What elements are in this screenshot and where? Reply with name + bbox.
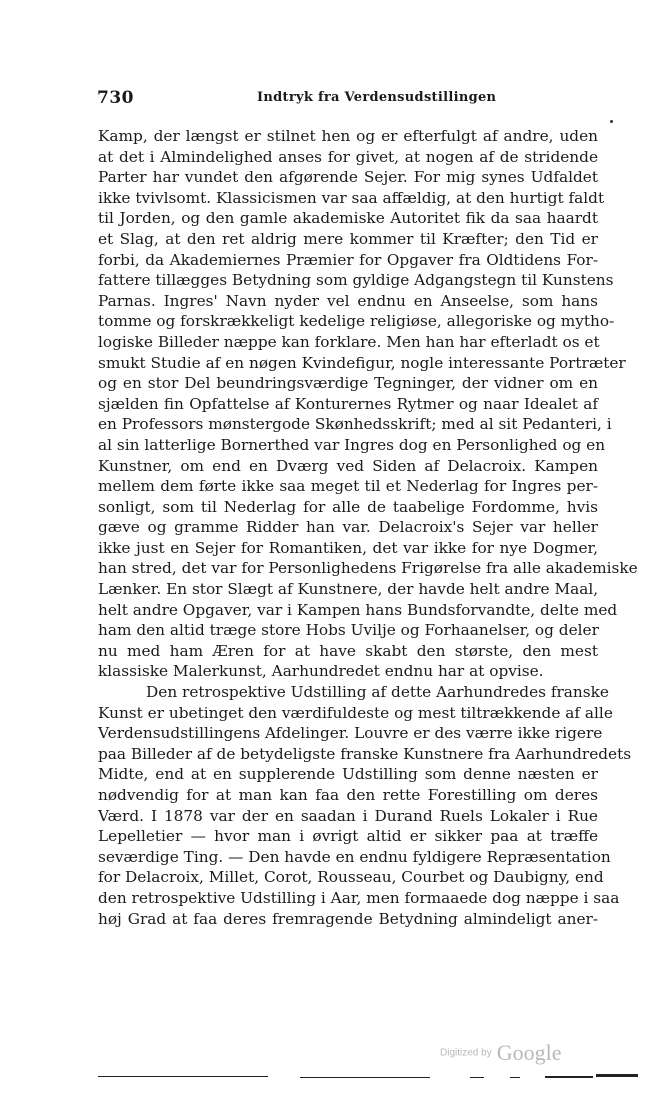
- text-line: Midte, end at en supplerende Udstilling som denne næsten er: [98, 765, 598, 784]
- google-logo-text: Google: [496, 1040, 562, 1065]
- text-line: helt andre Opgaver, var i Kampen hans Bundsforvandte, delte med: [98, 600, 618, 619]
- page-header: [97, 88, 597, 110]
- text-line: Kamp, der længst er stilnet hen og er efterfulgt af andre, uden: [98, 127, 598, 145]
- text-line: Parter har vundet den afgørende Sejer. For mig synes Udfaldet: [98, 168, 598, 187]
- page-number: 730: [97, 88, 134, 108]
- text-line: for Delacroix, Millet, Corot, Rousseau, Courbet og Daubigny, end: [98, 868, 604, 887]
- text-line: Værd. I 1878 var der en saadan i Durand Ruels Lokaler i Rue: [98, 806, 598, 825]
- text-line: høj Grad at faa deres fremragende Betydning almindeligt aner-: [98, 909, 598, 928]
- text-line: sjælden fin Opfattelse af Konturernes Rytmer og naar Idealet af: [98, 394, 598, 413]
- text-line: sonligt, som til Nederlag for alle de taabelige Fordomme, hvis: [98, 497, 598, 516]
- text-line: Parnas. Ingres' Navn nyder vel endnu en Anseelse, som hans: [98, 291, 598, 310]
- footer-rule-left: [98, 1076, 268, 1077]
- text-line: tomme og forskrækkeligt kedelige religiøse, allegoriske og mytho-: [98, 312, 615, 331]
- footer-rule-end: [596, 1074, 638, 1077]
- text-line: Lænker. En stor Slægt af Kunstnere, der havde helt andre Maal,: [98, 580, 599, 599]
- text-line: paa Billeder af de betydeligste franske Kunstnere fra Aarhundredets: [98, 744, 632, 763]
- text-line: fattere tillægges Betydning som gyldige Adgangstegn til Kunstens: [98, 271, 614, 290]
- text-line: klassiske Malerkunst, Aarhundredet endnu har at opvise.: [98, 662, 544, 681]
- text-line: at det i Almindelighed anses for givet, at nogen af de stridende: [98, 147, 598, 166]
- text-line: Kunstner, om end en Dværg ved Siden af Delacroix. Kampen: [98, 456, 598, 475]
- text-line: smukt Studie af en nøgen Kvindefigur, nogle interessante Portræter: [98, 353, 626, 372]
- running-head: Indtryk fra Verdensudstillingen: [257, 90, 497, 105]
- text-line: Verdensudstillingens Afdelinger. Louvre er des værre ikke rigere: [98, 724, 603, 743]
- digitized-watermark: [440, 1040, 562, 1066]
- footer-rule-mid: [300, 1077, 430, 1078]
- text-line: nu med ham Æren for at have skabt den største, den mest: [98, 641, 598, 660]
- body-text: [98, 126, 638, 929]
- text-line: gæve og gramme Ridder han var. Delacroix's Sejer var heller: [98, 518, 598, 537]
- text-line: han stred, det var for Personlighedens Frigørelse fra alle akademiske: [98, 559, 638, 578]
- margin-speck: [610, 120, 613, 123]
- footer-dash-1: [470, 1077, 484, 1078]
- text-line: ikke tvivlsomt. Klassicismen var saa affældig, at den hurtigt faldt: [98, 188, 605, 207]
- text-line: Lepelletier — hvor man i øvrigt altid er sikker paa at træffe: [98, 827, 598, 846]
- footer-dash-2: [510, 1077, 520, 1078]
- digitized-by-label: Digitized by: [440, 1047, 492, 1059]
- text-line: logiske Billeder næppe kan forklare. Men han har efterladt os et: [98, 332, 600, 351]
- text-line: Kunst er ubetinget den værdifuldeste og mest tiltrækkende af alle: [98, 703, 613, 722]
- text-line: en Professors mønstergode Skønhedsskrift; med al sit Pedanteri, i: [98, 415, 612, 434]
- text-line: mellem dem førte ikke saa meget til et Nederlag for Ingres per-: [98, 477, 598, 496]
- text-line: den retrospektive Udstilling i Aar, men formaaede dog næppe i saa: [98, 888, 620, 907]
- footer-rule-right: [545, 1076, 593, 1078]
- text-line: Den retrospektive Udstilling af dette Aarhundredes franske: [146, 683, 609, 702]
- text-line: til Jorden, og den gamle akademiske Autoritet fik da saa haardt: [98, 209, 598, 228]
- text-line: og en stor Del beundringsværdige Tegninger, der vidner om en: [98, 374, 598, 393]
- text-line: forbi, da Akademiernes Præmier for Opgaver fra Oldtidens For-: [98, 250, 598, 269]
- text-line: ikke just en Sejer for Romantiken, det var ikke for nye Dogmer,: [98, 538, 598, 557]
- text-line: nødvendig for at man kan faa den rette Forestilling om deres: [98, 786, 598, 804]
- text-line: al sin latterlige Bornerthed var Ingres dog en Personlighed og en: [98, 435, 606, 454]
- text-line: seværdige Ting. — Den havde en endnu fyldigere Repræsentation: [98, 847, 611, 866]
- text-line: ham den altid træge store Hobs Uvilje og Forhaanelser, og deler: [98, 621, 599, 640]
- text-line: et Slag, at den ret aldrig mere kommer til Kræfter; den Tid er: [98, 229, 598, 248]
